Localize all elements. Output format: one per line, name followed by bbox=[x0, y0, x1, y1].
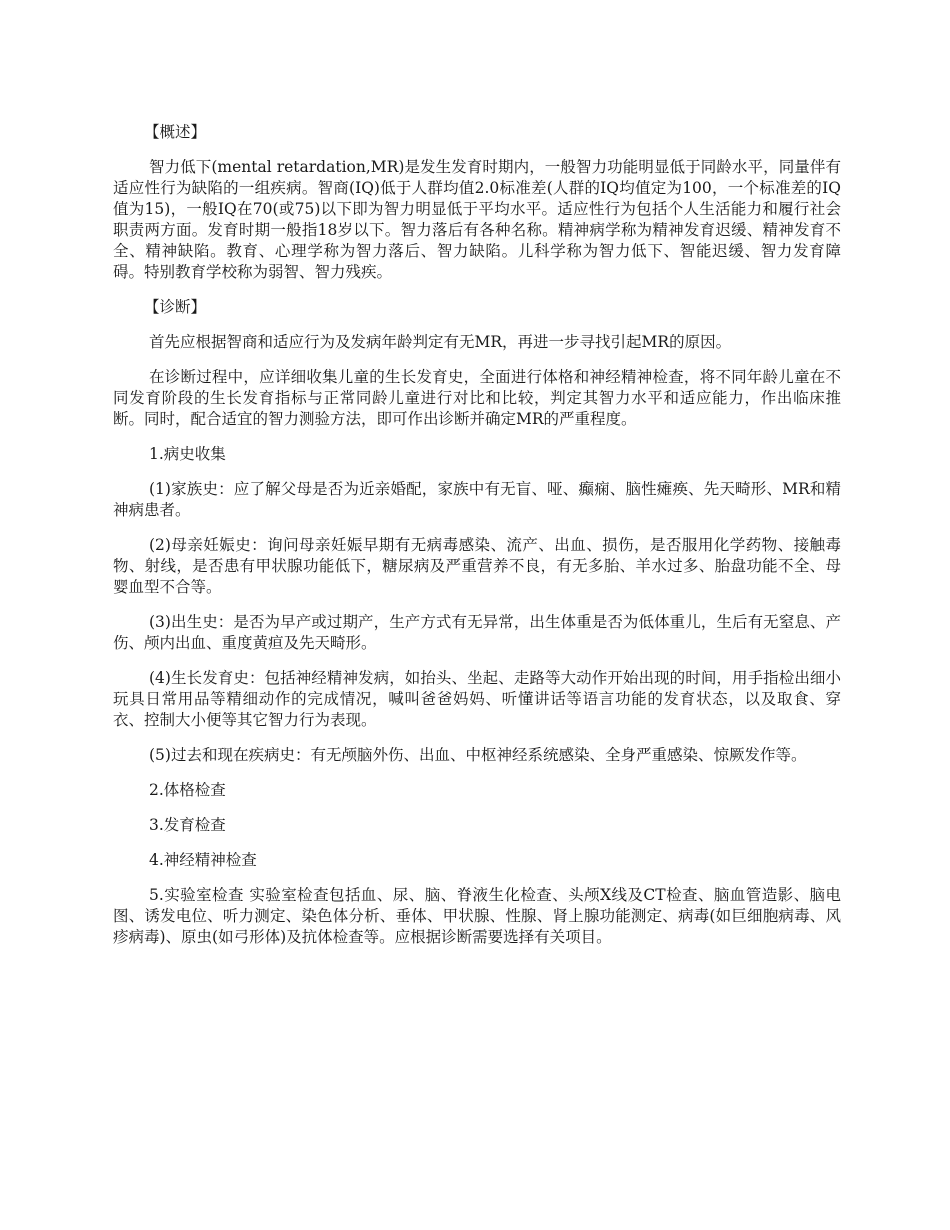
history-item-illness: (5)过去和现在疾病史：有无颅脑外伤、出血、中枢神经系统感染、全身严重感染、惊厥发作等。 bbox=[149, 746, 807, 764]
history-item-pregnancy: (2)母亲妊娠史：询问母亲妊娠早期有无病毒感染、流产、出血、损伤，是否服用化学药物、接触毒物、射线，是否患有甲状腺功能低下，糖尿病及严重营养不良，有无多胎、羊水过多、胎盘功能不全、母婴血型不合等。 bbox=[113, 536, 841, 596]
overview-paragraph: 智力低下(mental retardation,MR)是发生发育时期内，一般智力功能明显低于同龄水平，同量伴有适应性行为缺陷的一组疾病。智商(IQ)低于人群均值2.0标准差(人群的IQ均值定为100，一个标准差的IQ值为15)，一般IQ在70(或75)以下即为智力明显低于平均水平。适应性行为包括个人生活能力和履行社会职责两方面。发育时期一般指18岁以下。智力落后有各种名称。精神病学称为精神发育迟缓、精神发育不全、精神缺陷。教育、心理学称为智力落后、智力缺陷。儿科学称为智力低下、智能迟缓、智力发育障碍。特别教育学校称为弱智、智力残疾。 bbox=[113, 158, 841, 281]
diagnosis-paragraph: 在诊断过程中，应详细收集儿童的生长发育史，全面进行体格和神经精神检查，将不同年龄儿童在不同发育阶段的生长发育指标与正常同龄儿童进行对比和比较，判定其智力水平和适应能力，作出临床推断。同时，配合适宜的智力测验方法，即可作出诊断并确定MR的严重程度。 bbox=[113, 368, 841, 428]
exam-item-development: 3.发育检查 bbox=[149, 816, 226, 834]
document-page bbox=[113, 122, 841, 962]
lab-exam-paragraph: 5.实验室检查 实验室检查包括血、尿、脑、脊液生化检查、头颅X线及CT检查、脑血管造影、脑电图、诱发电位、听力测定、染色体分析、垂体、甲状腺、性腺、肾上腺功能测定、病毒(如巨细胞病毒、风疹病毒)、原虫(如弓形体)及抗体检查等。应根据诊断需要选择有关项目。 bbox=[113, 886, 841, 946]
history-title: 1.病史收集 bbox=[149, 445, 226, 463]
exam-item-neuro: 4.神经精神检查 bbox=[149, 851, 257, 869]
history-item-birth: (3)出生史：是否为早产或过期产，生产方式有无异常，出生体重是否为低体重儿，生后有无窒息、产伤、颅内出血、重度黄疸及先天畸形。 bbox=[113, 613, 841, 652]
diagnosis-paragraph: 首先应根据智商和适应行为及发病年龄判定有无MR，再进一步寻找引起MR的原因。 bbox=[149, 333, 732, 351]
diagnosis-heading: 【诊断】 bbox=[144, 298, 207, 316]
exam-item-physical: 2.体格检查 bbox=[149, 781, 226, 799]
history-item-development: (4)生长发育史：包括神经精神发病，如抬头、坐起、走路等大动作开始出现的时间，用手指检出细小玩具日常用品等精细动作的完成情况，喊叫爸爸妈妈、听懂讲话等语言功能的发育状态，以及取食、穿衣、控制大小便等其它智力行为表现。 bbox=[113, 669, 841, 729]
history-item-family: (1)家族史：应了解父母是否为近亲婚配，家族中有无盲、哑、癫痫、脑性瘫痪、先天畸形、MR和精神病患者。 bbox=[113, 480, 841, 519]
overview-heading: 【概述】 bbox=[144, 123, 207, 141]
